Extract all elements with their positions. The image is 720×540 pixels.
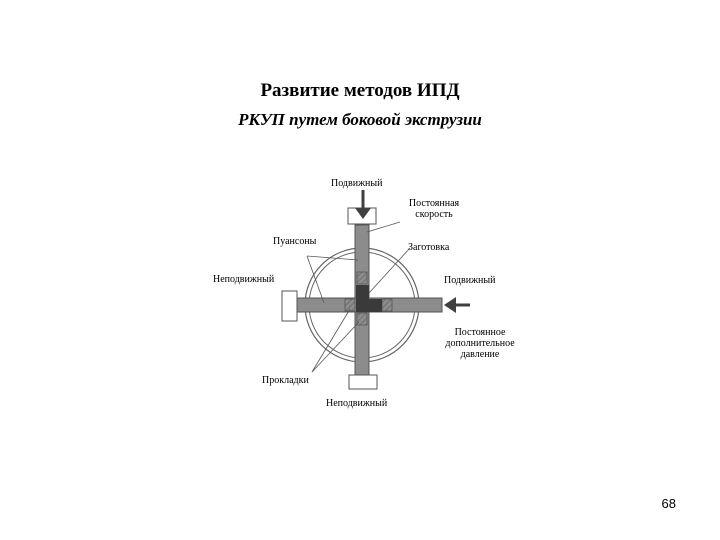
bottom-punch-block xyxy=(349,375,377,389)
slide-title: Развитие методов ИПД xyxy=(260,80,460,101)
label-top-movable: Подвижный xyxy=(331,178,383,189)
label-constant-speed: Постоянная скорость xyxy=(408,198,460,220)
slide-subtitle: РКУП путем боковой экструзии xyxy=(238,110,482,129)
label-spacers: Прокладки xyxy=(262,375,309,386)
label-workpiece: Заготовка xyxy=(408,242,450,253)
spacer-bottom xyxy=(357,313,367,325)
page-number: 68 xyxy=(661,496,676,511)
label-right-movable: Подвижный xyxy=(444,275,496,286)
workpiece-extruded xyxy=(369,299,382,312)
label-left-fixed: Неподвижный xyxy=(213,274,275,285)
leader-spacers-2 xyxy=(312,322,359,372)
spacer-top xyxy=(357,272,367,284)
label-back-pressure: Постоянное дополнительное давление xyxy=(445,327,515,360)
spacer-right xyxy=(382,299,392,311)
left-punch-block xyxy=(282,291,297,321)
workpiece xyxy=(356,285,369,312)
label-punches: Пуансоны xyxy=(273,236,317,247)
right-arrow-head xyxy=(444,297,456,313)
label-bottom-fixed: Неподвижный xyxy=(326,398,388,409)
